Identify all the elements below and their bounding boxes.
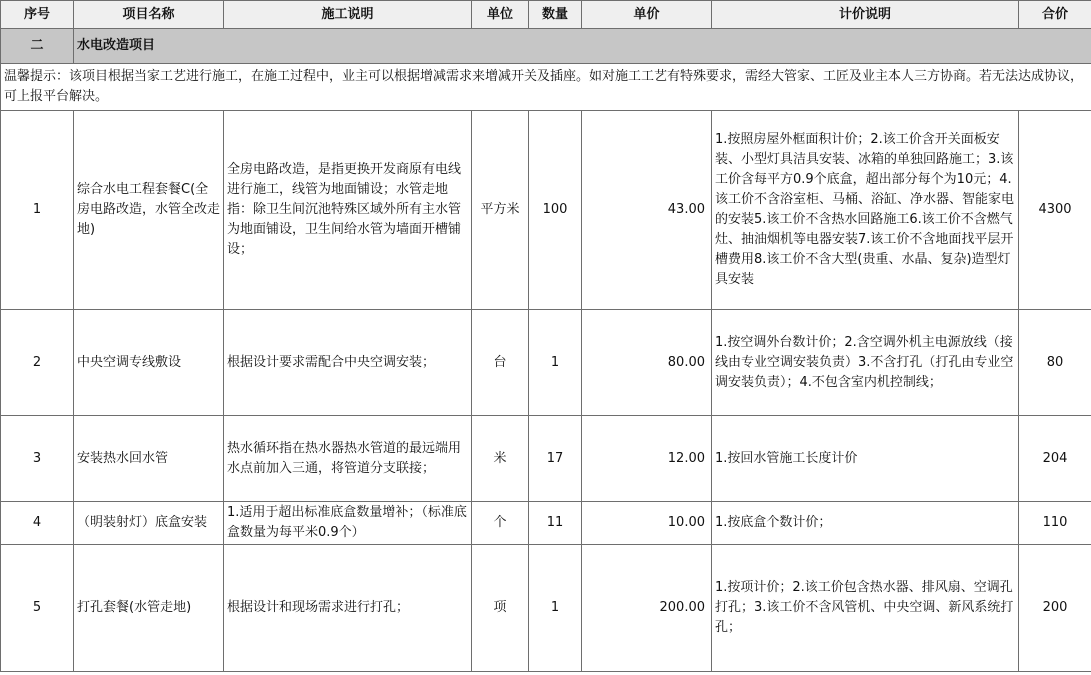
header-price: 单价 bbox=[582, 1, 712, 29]
notice-row bbox=[1, 64, 1091, 111]
row-qty: 100 bbox=[529, 111, 582, 310]
header-note: 计价说明 bbox=[712, 1, 1019, 29]
row-desc: 全房电路改造，是指更换开发商原有电线进行施工，线管为地面铺设；水管走地指：除卫生间沉池特殊区域外所有主水管为地面铺设，卫生间给水管为墙面开槽铺设； bbox=[224, 111, 472, 310]
row-total: 80 bbox=[1019, 310, 1091, 416]
row-price: 43.00 bbox=[582, 111, 712, 310]
row-desc: 根据设计要求需配合中央空调安装； bbox=[224, 310, 472, 416]
row-note: 1.按回水管施工长度计价 bbox=[712, 416, 1019, 502]
row-unit: 台 bbox=[472, 310, 529, 416]
section-title: 水电改造项目 bbox=[74, 29, 1091, 64]
row-unit: 项 bbox=[472, 545, 529, 672]
row-price: 10.00 bbox=[582, 502, 712, 545]
row-name: （明装射灯）底盒安装 bbox=[74, 502, 224, 545]
row-note: 1.按空调外台数计价；2.含空调外机主电源放线（接线由专业空调安装负责）3.不含打孔（打孔由专业空调安装负责）；4.不包含室内机控制线； bbox=[712, 310, 1019, 416]
row-total: 4300 bbox=[1019, 111, 1091, 310]
row-price: 200.00 bbox=[582, 545, 712, 672]
row-qty: 11 bbox=[529, 502, 582, 545]
row-desc: 热水循环指在热水器热水管道的最远端用水点前加入三通，将管道分支联接； bbox=[224, 416, 472, 502]
header-row bbox=[1, 1, 1091, 29]
row-name: 综合水电工程套餐C(全房电路改造，水管全改走地) bbox=[74, 111, 224, 310]
row-name: 打孔套餐(水管走地) bbox=[74, 545, 224, 672]
row-unit: 平方米 bbox=[472, 111, 529, 310]
row-name: 中央空调专线敷设 bbox=[74, 310, 224, 416]
row-desc: 根据设计和现场需求进行打孔； bbox=[224, 545, 472, 672]
row-qty: 1 bbox=[529, 545, 582, 672]
table-row bbox=[1, 545, 1091, 672]
row-price: 12.00 bbox=[582, 416, 712, 502]
table-row bbox=[1, 416, 1091, 502]
row-total: 204 bbox=[1019, 416, 1091, 502]
section-seq: 二 bbox=[1, 29, 74, 64]
row-qty: 1 bbox=[529, 310, 582, 416]
notice-text: 温馨提示：该项目根据当家工艺进行施工，在施工过程中，业主可以根据增减需求来增减开关及插座。如对施工工艺有特殊要求，需经大管家、工匠及业主本人三方协商。若无法达成协议，可上报平台解决。 bbox=[1, 64, 1091, 111]
row-seq: 3 bbox=[1, 416, 74, 502]
section-row bbox=[1, 29, 1091, 64]
row-note: 1.按项计价；2.该工价包含热水器、排风扇、空调孔打孔；3.该工价不含风管机、中央空调、新风系统打孔； bbox=[712, 545, 1019, 672]
row-desc: 1.适用于超出标准底盒数量增补；（标准底盒数量为每平米0.9个） bbox=[224, 502, 472, 545]
row-unit: 米 bbox=[472, 416, 529, 502]
header-total: 合价 bbox=[1019, 1, 1091, 29]
row-seq: 5 bbox=[1, 545, 74, 672]
row-note: 1.按照房屋外框面积计价；2.该工价含开关面板安装、小型灯具洁具安装、冰箱的单独回路施工；3.该工价含每平方0.9个底盒，超出部分每个为10元；4.该工价不含浴室柜、马桶、浴缸、净水器、智能家电的安装5.该工价不含热水回路施工6.该工价不含燃气灶、抽油烟机等电器安装7.该工价不含地面找平层开槽费用8.该工价不含大型(贵重、水晶、复杂)造型灯具安装 bbox=[712, 111, 1019, 310]
row-seq: 4 bbox=[1, 502, 74, 545]
row-qty: 17 bbox=[529, 416, 582, 502]
row-price: 80.00 bbox=[582, 310, 712, 416]
row-note: 1.按底盒个数计价； bbox=[712, 502, 1019, 545]
header-unit: 单位 bbox=[472, 1, 529, 29]
table-row bbox=[1, 502, 1091, 545]
header-desc: 施工说明 bbox=[224, 1, 472, 29]
row-seq: 1 bbox=[1, 111, 74, 310]
row-name: 安装热水回水管 bbox=[74, 416, 224, 502]
row-total: 200 bbox=[1019, 545, 1091, 672]
row-seq: 2 bbox=[1, 310, 74, 416]
row-unit: 个 bbox=[472, 502, 529, 545]
header-seq: 序号 bbox=[1, 1, 74, 29]
header-qty: 数量 bbox=[529, 1, 582, 29]
table-row bbox=[1, 310, 1091, 416]
row-total: 110 bbox=[1019, 502, 1091, 545]
table-row bbox=[1, 111, 1091, 310]
header-name: 项目名称 bbox=[74, 1, 224, 29]
